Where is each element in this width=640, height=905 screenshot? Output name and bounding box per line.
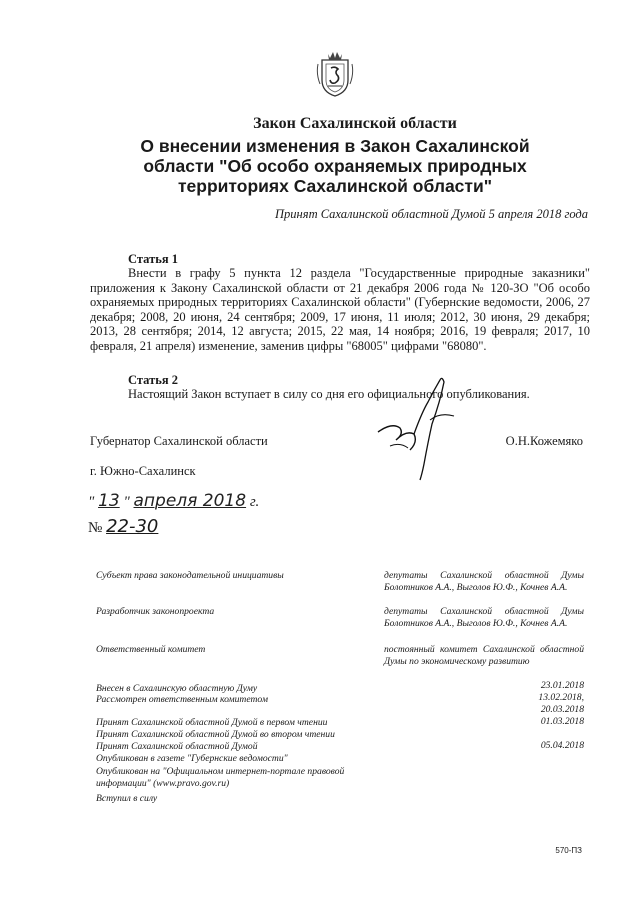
info-value: депутаты Сахалинской областной Думы Болотников А.А., Выголов Ю.Ф., Кочнев А.А. [384, 606, 584, 629]
info-label: Рассмотрен ответственным комитетом [96, 694, 268, 705]
info-date: 05.04.2018 [540, 740, 584, 751]
info-label: Ответственный комитет [96, 644, 206, 655]
date-suffix: г. [249, 494, 260, 510]
number-value: 22-30 [106, 516, 159, 537]
info-label: Принят Сахалинской областной Думой в первом чтении [96, 717, 328, 728]
signing-date [88, 491, 259, 511]
law-heading: Закон Сахалинской области [253, 115, 457, 132]
law-title-line: области "Об особо охраняемых природных [143, 156, 527, 176]
info-date: 01.03.2018 [540, 716, 584, 727]
info-date: 23.01.2018 [540, 680, 584, 691]
adoption-note: Принят Сахалинской областной Думой 5 апреля 2018 года [275, 207, 588, 221]
date-quote-close: " [123, 494, 130, 510]
city: г. Южно-Сахалинск [90, 464, 196, 478]
info-label: Принят Сахалинской областной Думой во втором чтении [96, 729, 335, 740]
info-label: Вступил в силу [96, 793, 158, 804]
article-1-text: Внести в графу 5 пункта 12 раздела "Государственные природные заказники" приложения к Закону Сахалинской области от 21 декабря 2006 года № 120-ЗО "Об особо охраняемых природных территориях Сахалинской области" (Губернские ведомости, 2006, 27 декабря; 2008, 20 июня, 24 сентября; 2009, 17 июня, 11 июля; 2012, 30 июня, 29 декабря; 2013, 28 сентября; 2014, 12 августа; 2015, 22 мая, 14 ноября; 2016, 19 февраля; 2017, 10 февраля, 21 апреля) изменение, заменив цифры "68005" цифрами "68080". [90, 266, 590, 353]
info-date: 13.02.2018, [538, 692, 584, 703]
date-day: 13 [98, 491, 120, 511]
law-title-line: О внесении изменения в Закон Сахалинской [140, 136, 530, 156]
date-month-year: апреля 2018 [133, 491, 247, 511]
law-title [80, 136, 590, 196]
info-label: Разработчик законопроекта [96, 606, 215, 617]
coat-of-arms-icon [316, 50, 354, 98]
info-label: Опубликован в газете "Губернские ведомости" [96, 753, 288, 764]
governor-title: Губернатор Сахалинской области [90, 434, 268, 448]
info-value: депутаты Сахалинской областной Думы Болотников А.А., Выголов Ю.Ф., Кочнев А.А. [384, 570, 584, 593]
date-quote-open: " [88, 494, 95, 510]
info-label: Субъект права законодательной инициативы [96, 570, 284, 581]
article-2-text: Настоящий Закон вступает в силу со дня его официального опубликования. [128, 387, 530, 401]
governor-signature [370, 372, 470, 482]
governor-name: О.Н.Кожемяко [505, 434, 583, 448]
law-title-line: территориях Сахалинской области" [177, 176, 493, 196]
article-1-heading: Статья 1 [128, 252, 178, 266]
info-value: постоянный комитет Сахалинской областной Думы по экономическому развитию [384, 644, 584, 667]
article-2-heading: Статья 2 [128, 373, 178, 387]
info-label: Внесен в Сахалинскую областную Думу [96, 683, 258, 694]
info-date: 20.03.2018 [540, 704, 584, 715]
number-sign: № [88, 520, 103, 536]
document-code: 570-ПЗ [555, 846, 582, 855]
law-number [88, 516, 158, 537]
info-label: Принят Сахалинской областной Думой [96, 741, 258, 752]
info-label: Опубликован на "Официальном интернет-портале правовой информации" (www.pravo.gov.ru) [96, 766, 345, 789]
